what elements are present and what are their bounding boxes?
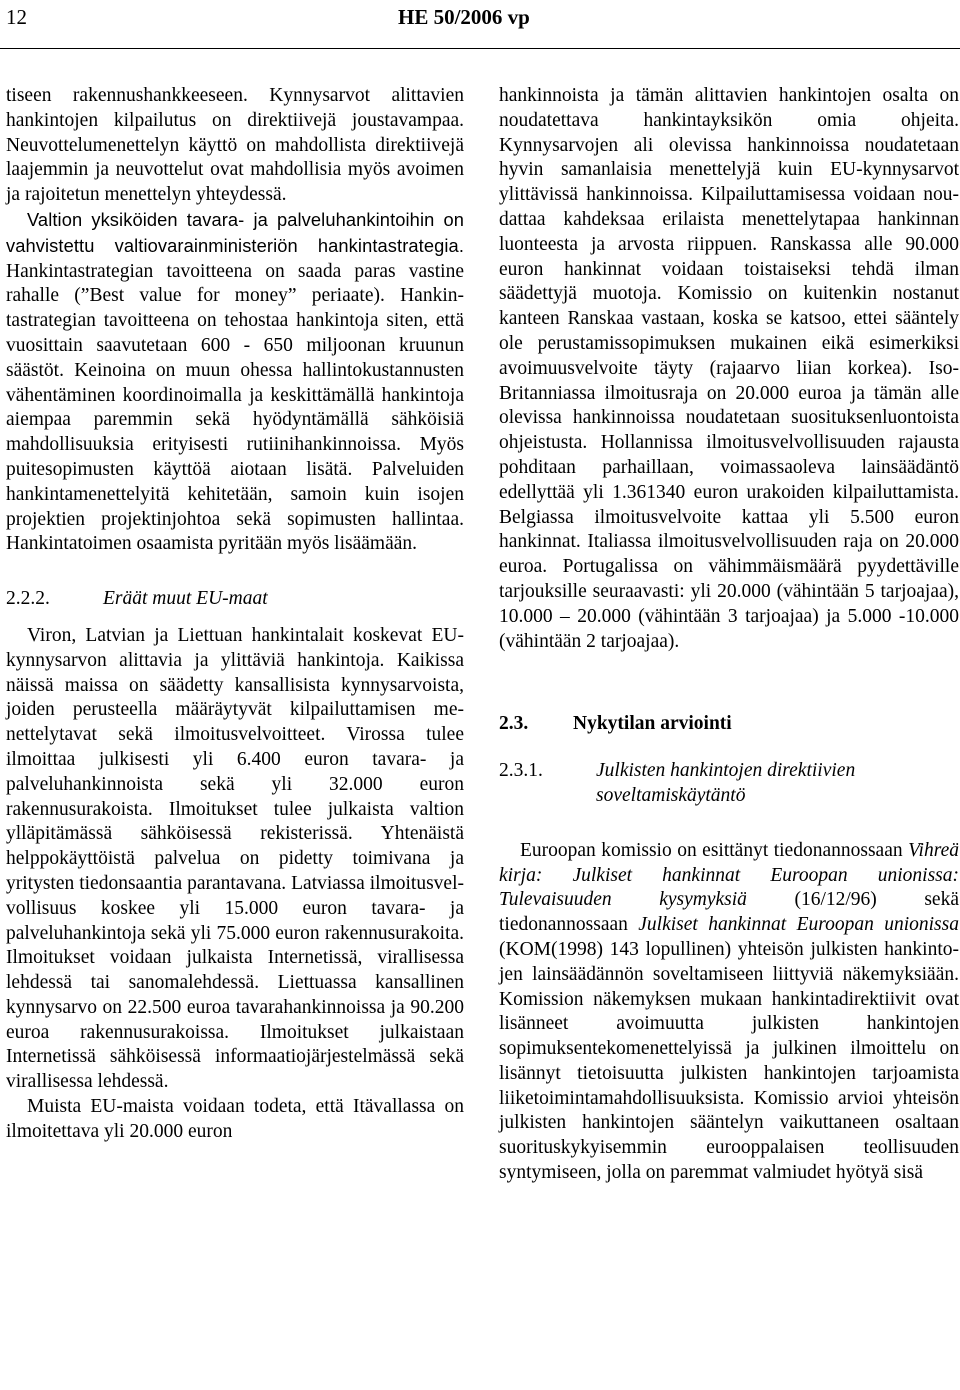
page-header <box>0 0 960 49</box>
heading-title: Eräät muut EU-maat <box>103 588 268 610</box>
text-run: Euroopan komissio on esittänyt tiedonannossaan <box>520 839 909 861</box>
text-run: Hankintastrategian tavoitteena on saada paras vastine rahalle (”Best value for money” periaate). Hankintastrategian tavoitteena on tehostaa hankintoja siten, että vuosittain saavutetaan 600 - 650 miljoonan kruunun säästöt. Keinoina on muun ohessa hallintokustannusten vähentäminen koordinoimalla ja keskittämällä hankintoja aiempaa paremmin sekä hyödyntämällä sähköisiä mahdollisuuksia erityisesti rutiinihankinnoissa. Myös puitesopimusten käyttöä aiotaan lisätä. Palveluiden hankintamenettelyitä kehitetään, samoin kuin isojen projektien projektinjohtoa sekä sopimusten hallintaa. Hankintatoimen osaamista pyritään myös lisäämään. <box>6 260 464 555</box>
document-id: HE 50/2006 vp <box>398 5 530 29</box>
spacer <box>499 821 959 839</box>
spacer <box>499 654 959 700</box>
italic-title: Vihreä kirja: Julkiset hankinnat Euroopan unionissa: Tulevaisuuden kysymyksiä <box>499 839 959 911</box>
heading-title: Nykytilan arviointi <box>573 713 732 735</box>
heading-title: Julkisten hankintojen direktiivien soveltamiskäytäntö <box>596 760 856 806</box>
paragraph: tiseen rakennushankkeeseen. Kynnysarvot alittavien hankintojen kilpailutus on direktiivejä joustavampaa. Neuvottelumenettelyn käyttö on mahdollista direktiivejä laajemmin ja neuvottelut ovat mahdollisia myös avoimen ja rajoitetun menettelyn yhteydessä. <box>6 85 464 206</box>
text-run: (KOM(1998) 143 lopullinen) yhteisön julkisten hankintojen lainsäädännön soveltamiseen liittyviä näkemyksiään. Komission näkemyksen mukaan hankintadirektiivit ovat lisänneet avoimuutta julkisten hankintojen sopimuksentekomenettelyissä ja julkinen ilmoittelu on lisännyt tietoisuutta julkisten hankintojen tarjoamista liiketoimintamahdollisuuksista. Komissio arvioi yhteisön julkisten hankintojen sääntelyn vaikuttaneen osaltaan suorituskykyisemmin eurooppalaisen teollisuuden syntymiseen, jolla on paremmat valmiudet hyötyä sisä <box>499 938 959 1184</box>
spacer <box>6 557 464 575</box>
page-number: 12 <box>6 5 27 29</box>
paragraph: Muista EU-maista voidaan todeta, että Itävallassa on ilmoitettava yli 20.000 euron <box>6 1096 464 1142</box>
paragraph <box>6 208 464 557</box>
sans-text-run: Valtion yksiköiden tavara- ja palveluhankintoihin on vahvistettu valtiovarainministeriön hankintastrategia. <box>6 208 464 256</box>
heading-number: 2.3. <box>499 713 529 735</box>
section-heading <box>6 587 464 612</box>
right-column <box>499 84 959 1186</box>
italic-title: Julkiset hankinnat Euroopan unionissa <box>638 914 959 936</box>
paragraph: hankinnoista ja tämän alittavien hankintojen osalta on noudatettava hankintayksikön omia ohjeita. Kynnysarvojen ali olevissa hankinnoissa noudatetaan hyvin samanlaisia menettelyjä kuin EU-kynnysarvot ylittävissä hankinnoissa. Kilpailuttamisessa voidaan noudattaa kahdeksaa erilaista menettelytapaa hankinnan luonteesta ja arvosta riippuen. Ranskassa alle 90.000 euron hankinnat voidaan toistaiseksi tehdä ilman säädettyjä muotoja. Komissio on kuitenkin nostanut kanteen Ranskaa vastaan, koska se katsoo, ettei sääntely ole perustamissopimuksen mukainen eikä esimerkiksi avoimuusvelvoite täyty (rajaarvo liian korkea). Iso-Britanniassa ilmoitusraja on 20.000 euroa ja tämän alle olevissa hankinnoissa noudatetaan suosituksenluontoista ohjeistusta. Hollannissa ilmoitusvelvollisuuden rajausta pohditaan parhaillaan, voimassaoleva lainsäädäntö edellyttää yli 1.361340 euron urakoiden kilpailuttamista. Belgiassa ilmoitusvelvoite kattaa yli 5.500 euron hankinnat. Italiassa ilmoitusvelvollisuuden raja on 20.000 euroa. Portugalissa on vähimmäismäärä pyydettäville tarjouksille seuraavasti: yli 20.000 (vähintään 5 tarjoajaa), 10.000 – 20.000 (vähintään 3 tarjoajaa) ja 5.000 -10.000 (vähintään 2 tarjoajaa). <box>499 85 959 652</box>
subsection-heading <box>499 759 959 809</box>
text-run: (16/12/96) sekä tiedonannossaan <box>499 889 959 936</box>
section-heading <box>499 712 959 737</box>
heading-number: 2.3.1. <box>499 760 543 782</box>
heading-number: 2.2.2. <box>6 588 50 610</box>
left-column <box>6 84 464 1145</box>
paragraph <box>499 839 959 1186</box>
paragraph: Viron, Latvian ja Liettuan hankintalait koskevat EU-kynnysarvon alittavia ja ylittäviä hankintoja. Kaikissa näissä maissa on säädetty kansallisista kynnysarvoista, joiden perusteella määräytyvät kilpailuttamisen menettelytavat sekä ilmoitusvelvoitteet. Virossa tulee ilmoittaa julkisesti yli 6.400 euron tavara- ja palveluhankinnoista sekä yli 32.000 euron rakennusurakoista. Ilmoitukset tulee julkaista valtion ylläpitämässä sähköisessä rekisterissä. Yhtenäistä helppokäyttöistä palvelua on pidetty toimivana ja yritysten tiedonsaantia parantavana. Latviassa ilmoitusvelvollisuus koskee yli 15.000 euron tavara- ja palveluhankintoja sekä yli 75.000 euron rakennusurakoita. Ilmoitukset voidaan julkaista Internetissä, virallisessa lehdessä tai sanomalehdessä. Liettuassa kansallinen kynnysarvo on 22.500 euroa tavarahankinnoissa ja 90.200 euroa rakennusurakoissa. Ilmoitukset julkaistaan Internetissä sähköisessä informaatiojärjestelmässä sekä virallisessa lehdessä. <box>6 624 464 1093</box>
